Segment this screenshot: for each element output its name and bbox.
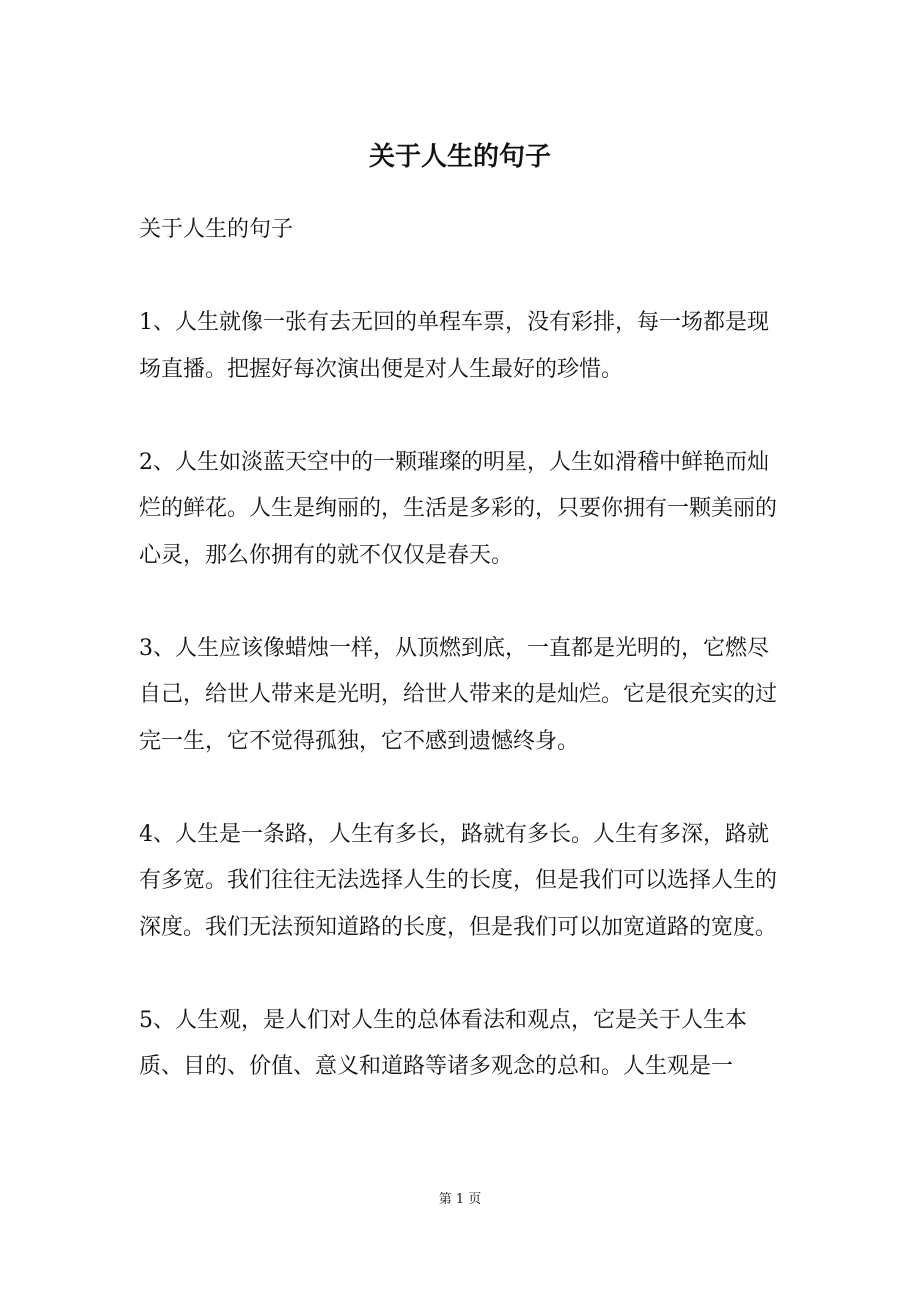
paragraph-4: 4、人生是一条路，人生有多长，路就有多长。人生有多深，路就有多宽。我们往往无法选择人生的长度，但是我们可以选择人生的深度。我们无法预知道路的长度，但是我们可以加宽道路的宽度。 xyxy=(139,821,778,940)
document-subtitle: 关于人生的句子 xyxy=(139,217,294,242)
page-number: 第 1 页 xyxy=(438,1192,482,1207)
document-body xyxy=(139,207,781,1137)
paragraph-2: 2、人生如淡蓝天空中的一颗璀璨的明星，人生如滑稽中鲜艳而灿烂的鲜花。人生是绚丽的，生活是多彩的，只要你拥有一颗美丽的心灵，那么你拥有的就不仅仅是春天。 xyxy=(139,449,778,568)
paragraph-1: 1、人生就像一张有去无回的单程车票，没有彩排，每一场都是现场直播。把握好每次演出便是对人生最好的珍惜。 xyxy=(139,310,769,382)
paragraph-3: 3、人生应该像蜡烛一样，从顶燃到底，一直都是光明的，它燃尽自己，给世人带来是光明，给世人带来的是灿烂。它是很充实的过完一生，它不觉得孤独，它不感到遗憾终身。 xyxy=(139,635,778,754)
document-title: 关于人生的句子 xyxy=(368,142,551,172)
paragraph-5: 5、人生观，是人们对人生的总体看法和观点，它是关于人生本质、目的、价值、意义和道路等诸多观念的总和。人生观是一 xyxy=(139,1007,747,1079)
